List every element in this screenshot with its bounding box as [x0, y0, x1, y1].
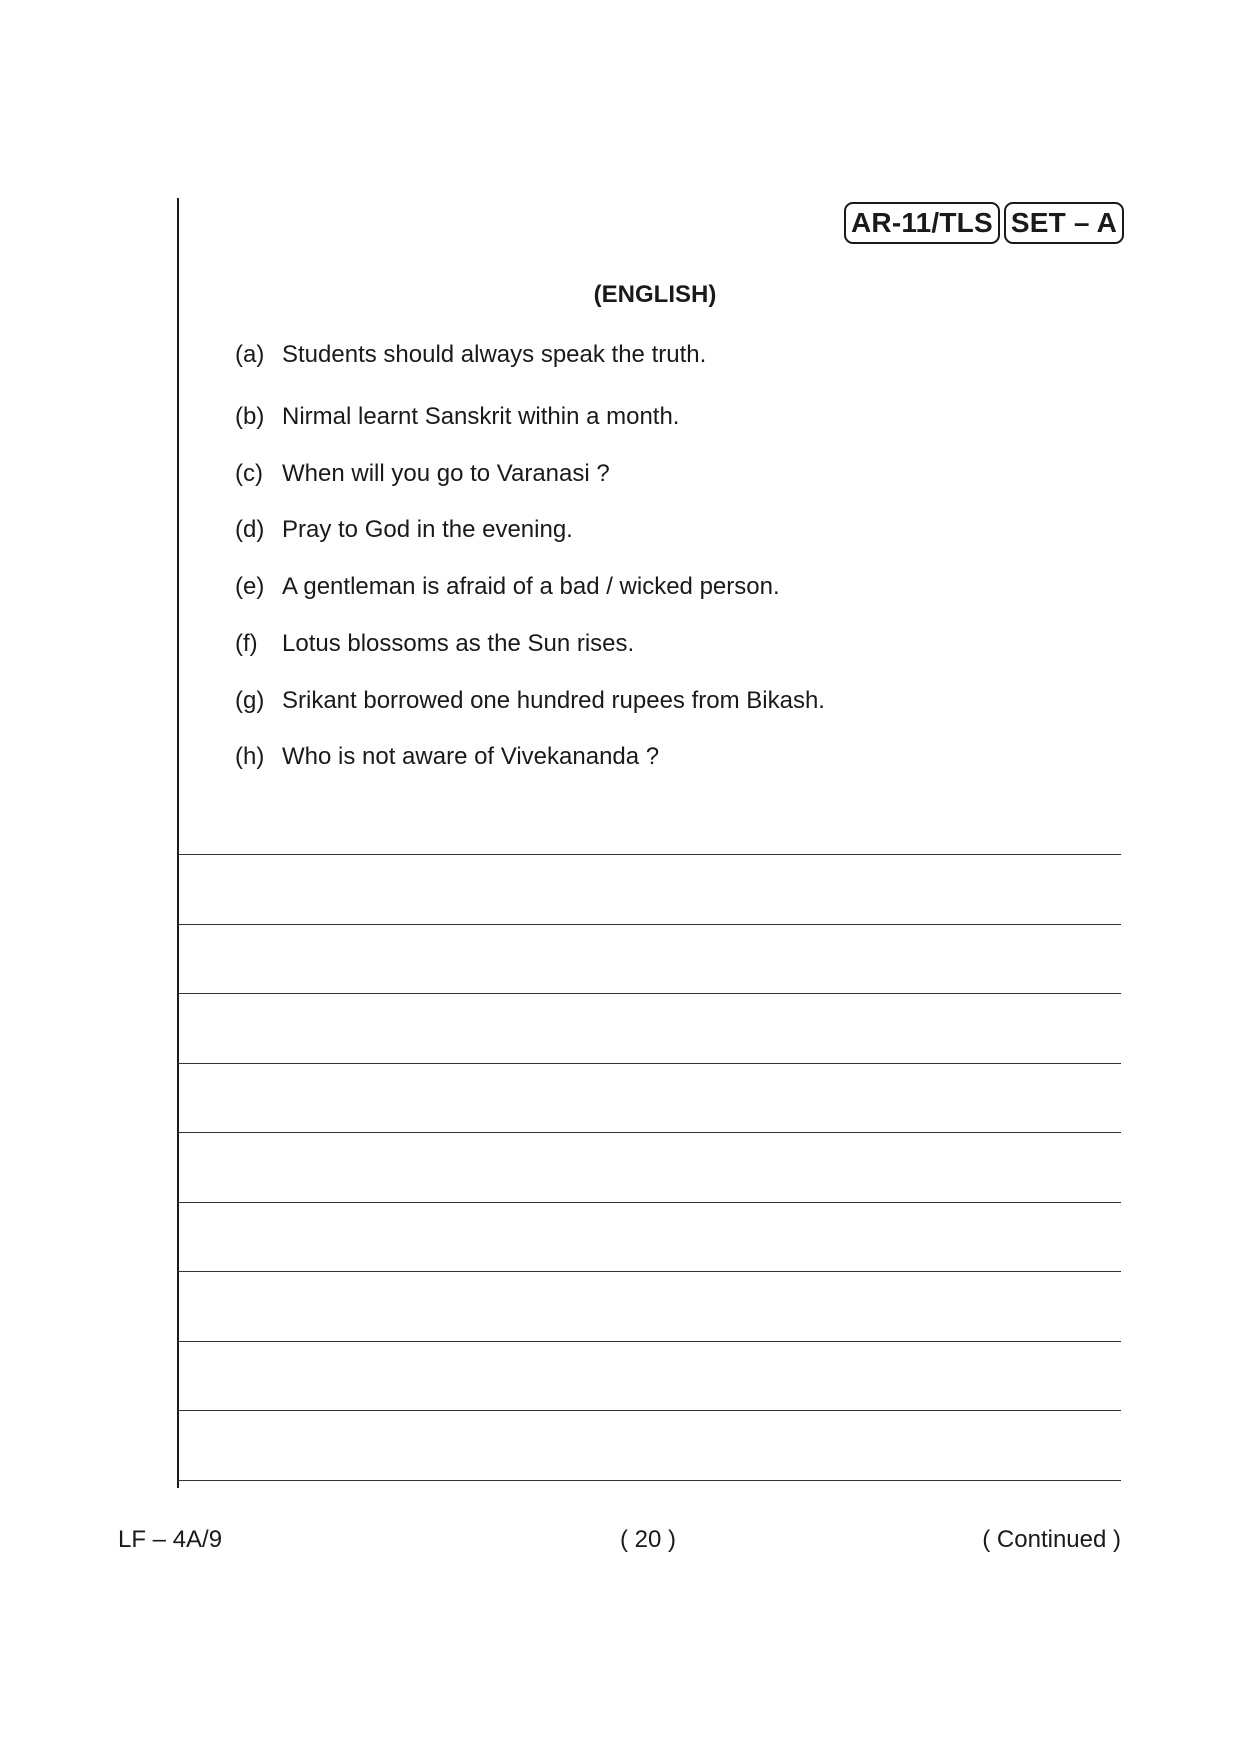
answer-line [178, 1480, 1121, 1481]
question-text: Who is not aware of Vivekananda ? [282, 743, 660, 770]
question-label: (h) [235, 743, 265, 770]
answer-area [178, 0, 1121, 1755]
question-label: (g) [235, 687, 265, 714]
answer-line [178, 993, 1121, 994]
question-label: (f) [235, 630, 258, 657]
question-text: When will you go to Varanasi ? [282, 460, 610, 487]
question-label: (d) [235, 516, 265, 543]
question-text: A gentleman is afraid of a bad / wicked person. [282, 573, 780, 600]
answer-line [178, 1202, 1121, 1203]
footer-form-code: LF – 4A/9 [118, 1526, 223, 1553]
question-text: Lotus blossoms as the Sun rises. [282, 630, 635, 657]
question-label: (c) [235, 460, 263, 487]
question-text: Nirmal learnt Sanskrit within a month. [282, 403, 680, 430]
question-label: (b) [235, 403, 265, 430]
footer-page-number: ( 20 ) [620, 1526, 677, 1553]
paper-code-badge: AR-11/TLS [844, 202, 1000, 244]
answer-line [178, 854, 1121, 855]
answer-line [178, 1063, 1121, 1064]
question-text: Srikant borrowed one hundred rupees from Bikash. [282, 687, 825, 714]
question-text: Students should always speak the truth. [282, 341, 707, 368]
footer-continued: ( Continued ) [982, 1526, 1121, 1553]
answer-line [178, 1271, 1121, 1272]
section-title: (ENGLISH) [593, 281, 717, 308]
answer-line [178, 1341, 1121, 1342]
question-text: Pray to God in the evening. [282, 516, 573, 543]
answer-line [178, 924, 1121, 925]
answer-line [178, 1132, 1121, 1133]
question-label: (e) [235, 573, 265, 600]
set-code-badge: SET – A [1004, 202, 1124, 244]
question-label: (a) [235, 341, 265, 368]
answer-line [178, 1410, 1121, 1411]
